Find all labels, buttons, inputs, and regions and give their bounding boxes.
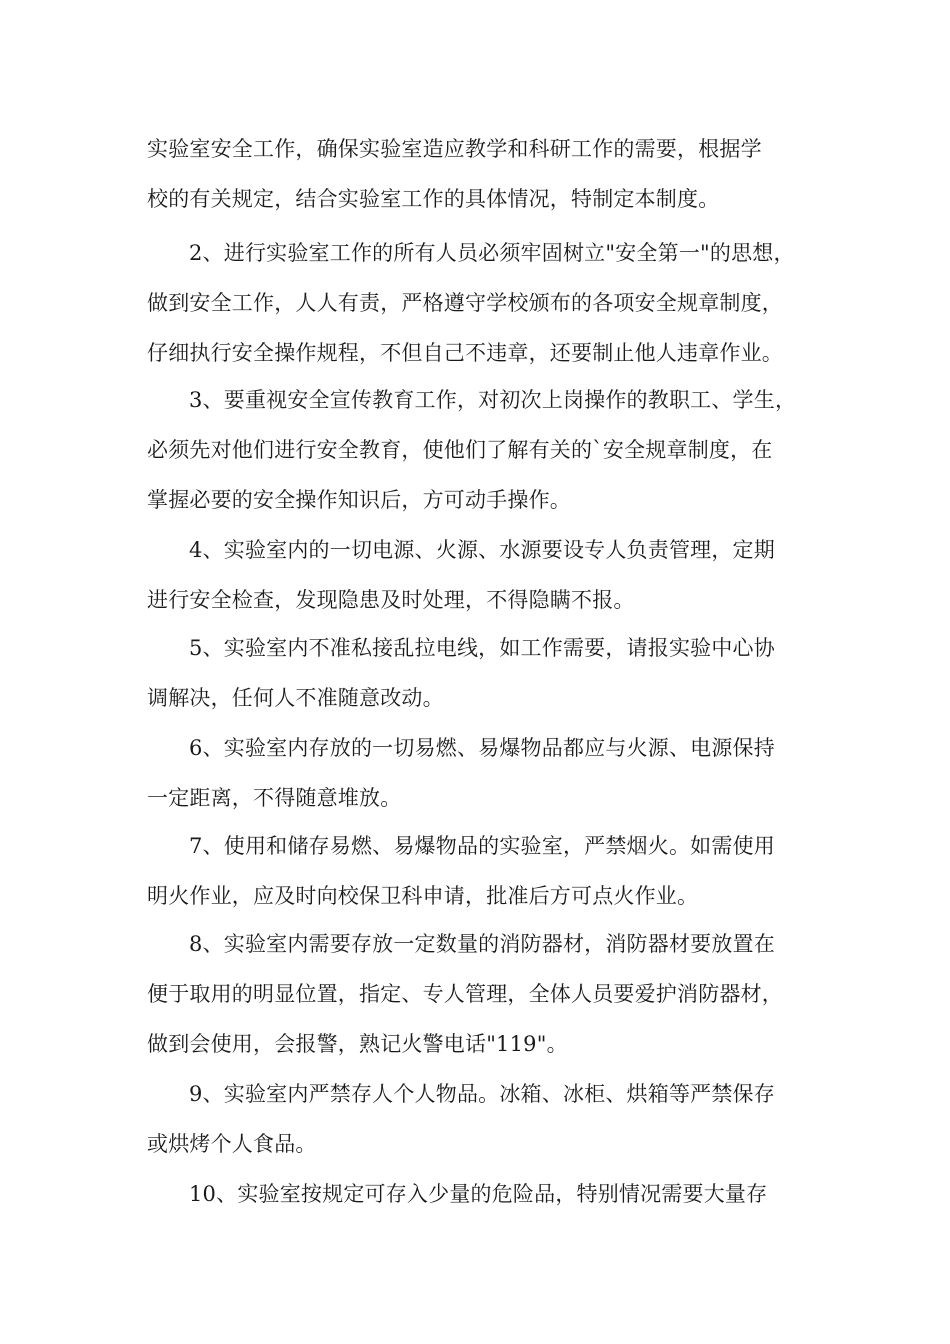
paragraph-7-line-1: 7、使用和储存易燃、易爆物品的实验室，严禁烟火。如需使用 [189, 834, 775, 858]
paragraph-10-line-1: 10、实验室按规定可存入少量的危险品，特别情况需要大量存 [189, 1182, 768, 1206]
paragraph-2-line-3: 仔细执行安全操作规程，不但自己不违章，还要制止他人违章作业。 [147, 341, 783, 365]
paragraph-3-line-3: 掌握必要的安全操作知识后，方可动手操作。 [147, 488, 571, 512]
paragraph-2-line-2: 做到安全工作，人人有责，严格遵守学校颁布的各项安全规章制度， [147, 291, 783, 315]
paragraph-1-line-2: 校的有关规定，结合实验室工作的具体情况，特制定本制度。 [147, 187, 720, 211]
paragraph-1-line-1: 实验室安全工作，确保实验室造应教学和科研工作的需要，根据学 [147, 137, 762, 161]
paragraph-2-line-1: 2、进行实验室工作的所有人员必须牢固树立"安全第一"的思想， [189, 241, 795, 265]
paragraph-8-line-1: 8、实验室内需要存放一定数量的消防器材，消防器材要放置在 [189, 932, 775, 956]
paragraph-5-line-2: 调解决，任何人不准随意改动。 [147, 686, 444, 710]
paragraph-8-line-2: 便于取用的明显位置，指定、专人管理，全体人员要爱护消防器材， [147, 982, 783, 1006]
paragraph-9-line-1: 9、实验室内严禁存人个人物品。冰箱、冰柜、烘箱等严禁保存 [189, 1082, 775, 1106]
paragraph-3-line-1: 3、要重视安全宣传教育工作，对初次上岗操作的教职工、学生， [189, 388, 797, 412]
paragraph-4-line-1: 4、实验室内的一切电源、火源、水源要设专人负责管理，定期 [189, 538, 775, 562]
paragraph-6-line-1: 6、实验室内存放的一切易燃、易爆物品都应与火源、电源保持 [189, 736, 775, 760]
paragraph-6-line-2: 一定距离，不得随意堆放。 [147, 786, 402, 810]
paragraph-3-line-2: 必须先对他们进行安全教育，使他们了解有关的`安全规章制度，在 [147, 438, 773, 462]
paragraph-5-line-1: 5、实验室内不准私接乱拉电线，如工作需要，请报实验中心协 [189, 636, 775, 660]
paragraph-7-line-2: 明火作业，应及时向校保卫科申请，批准后方可点火作业。 [147, 884, 699, 908]
paragraph-8-line-3: 做到会使用，会报警，熟记火警电话"119"。 [147, 1032, 568, 1056]
paragraph-9-line-2: 或烘烤个人食品。 [147, 1132, 317, 1156]
paragraph-4-line-2: 进行安全检查，发现隐患及时处理，不得隐瞒不报。 [147, 588, 635, 612]
